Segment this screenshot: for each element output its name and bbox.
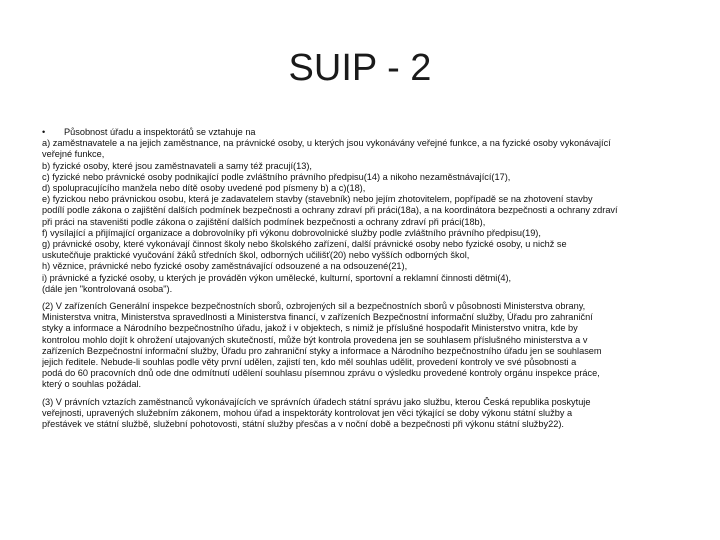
list-item: c) fyzické nebo právnické osoby podnikající podle zvláštního právního předpisu(14) a nikoho nezaměstnávající(17), [42,171,511,182]
list-item: podílí podle zákona o zajištění dalších podmínek bezpečnosti a ochrany zdraví při práci(18a), a na koordinátora bezpečnosti a ochrany zdraví [42,205,618,216]
list-item: i) právnické a fyzické osoby, u kterých je prováděn výkon umělecké, kulturní, sportovní a reklamní činnosti dětmi(4), [42,272,512,283]
paragraph-line: přestávek ve státní službě, služební pohotovosti, státní služby přesčas a v noční době a bezpečnosti při výkonu státní služby22). [42,419,564,430]
slide-title: SUIP - 2 [288,47,432,89]
paragraph-line: jejich ředitele. Nebude-li souhlas podle věty první udělen, zajistí ten, kdo měl souhlas udělit, provedení kontroly ve své působnosti a [42,357,577,368]
paragraph-2 [42,301,680,391]
paragraph-line: podá do 60 pracovních dnů ode dne odmítnutí udělení souhlasu písemnou zprávu o výsledku provedené kontroly orgánu inspekce práce, [42,368,600,379]
paragraph-line: (2) V zařízeních Generální inspekce bezpečnostních sborů, ozbrojených sil a bezpečnostních sborů v působnosti Ministerstva obrany, [42,301,586,312]
intro-text: Působnost úřadu a inspektorátů se vztahuje na [64,127,256,137]
list-item: veřejné funkce, [42,149,105,160]
paragraph-line: zařízeních Bezpečnostní informační služby, Úřadu pro zahraniční styky a informace a Národního bezpečnostního úřadu jen se souhlasem [42,345,602,356]
slide-body [42,127,680,430]
bullet-icon: • [42,127,46,137]
list-item: d) spolupracujícího manžela nebo dítě osoby uvedené pod písmeny b) a c)(18), [42,183,366,194]
list-item: uskutečňuje praktické vyučování žáků středních škol, odborných učilišť(20) nebo vyšších odborných škol, [42,250,470,261]
paragraph-line: Ministerstva vnitra, Ministerstva spravedlnosti a Ministerstva financí, v zařízeních Bezpečnostní informační služby, Úřadu pro zahraniční [42,312,593,323]
list-item: h) věznice, právnické nebo fyzické osoby zaměstnávající odsouzené a na odsouzené(21), [42,261,408,272]
list-item: (dále jen "kontrolovaná osoba"). [42,283,173,294]
list-item: e) fyzickou nebo právnickou osobu, která je zadavatelem stavby (stavebník) nebo jejím zhotovitelem, popřípadě se na zhotovení stavby [42,194,593,205]
paragraph-line: (3) V právních vztazích zaměstnanců vykonávajících ve správních úřadech státní správu jako službu, kterou Česká republika poskytuje [42,396,591,407]
paragraph-line: styky a informace a Národního bezpečnostního úřadu, jakož i v objektech, s nimiž je příslušné hospodařit Ministerstvo vnitra, kde by [42,323,578,334]
item-list [42,138,680,295]
list-item: a) zaměstnavatele a na jejich zaměstnance, na právnické osoby, u kterých jsou vykonávány veřejné funkce, a na fyzické osoby vykonávající [42,138,611,149]
intro-line [42,127,680,138]
list-item: b) fyzické osoby, které jsou zaměstnavateli a samy též pracují(13), [42,160,312,171]
paragraph-line: veřejnosti, upravených služebním zákonem, mohou úřad a inspektoráty kontrolovat jen věci týkající se doby výkonu státní služby a [42,407,573,418]
list-item: g) právnické osoby, které vykonávají činnost školy nebo školského zařízení, další právnické osoby nebo fyzické osoby, u nichž se [42,239,567,250]
paragraph-3 [42,397,680,431]
paragraph-line: který o souhlas požádal. [42,379,142,390]
paragraph-line: kontrolou mohlo dojít k ohrožení utajovaných skutečností, může být kontrola provedena jen se souhlasem příslušného ministerstva a v [42,334,588,345]
list-item: f) vysílající a přijímající organizace a dobrovolníky při výkonu dobrovolnické služby podle zvláštního právního předpisu(19), [42,227,541,238]
list-item: při práci na staveništi podle zákona o zajištění dalších podmínek bezpečnosti a ochrany zdraví při práci(18b), [42,216,486,227]
